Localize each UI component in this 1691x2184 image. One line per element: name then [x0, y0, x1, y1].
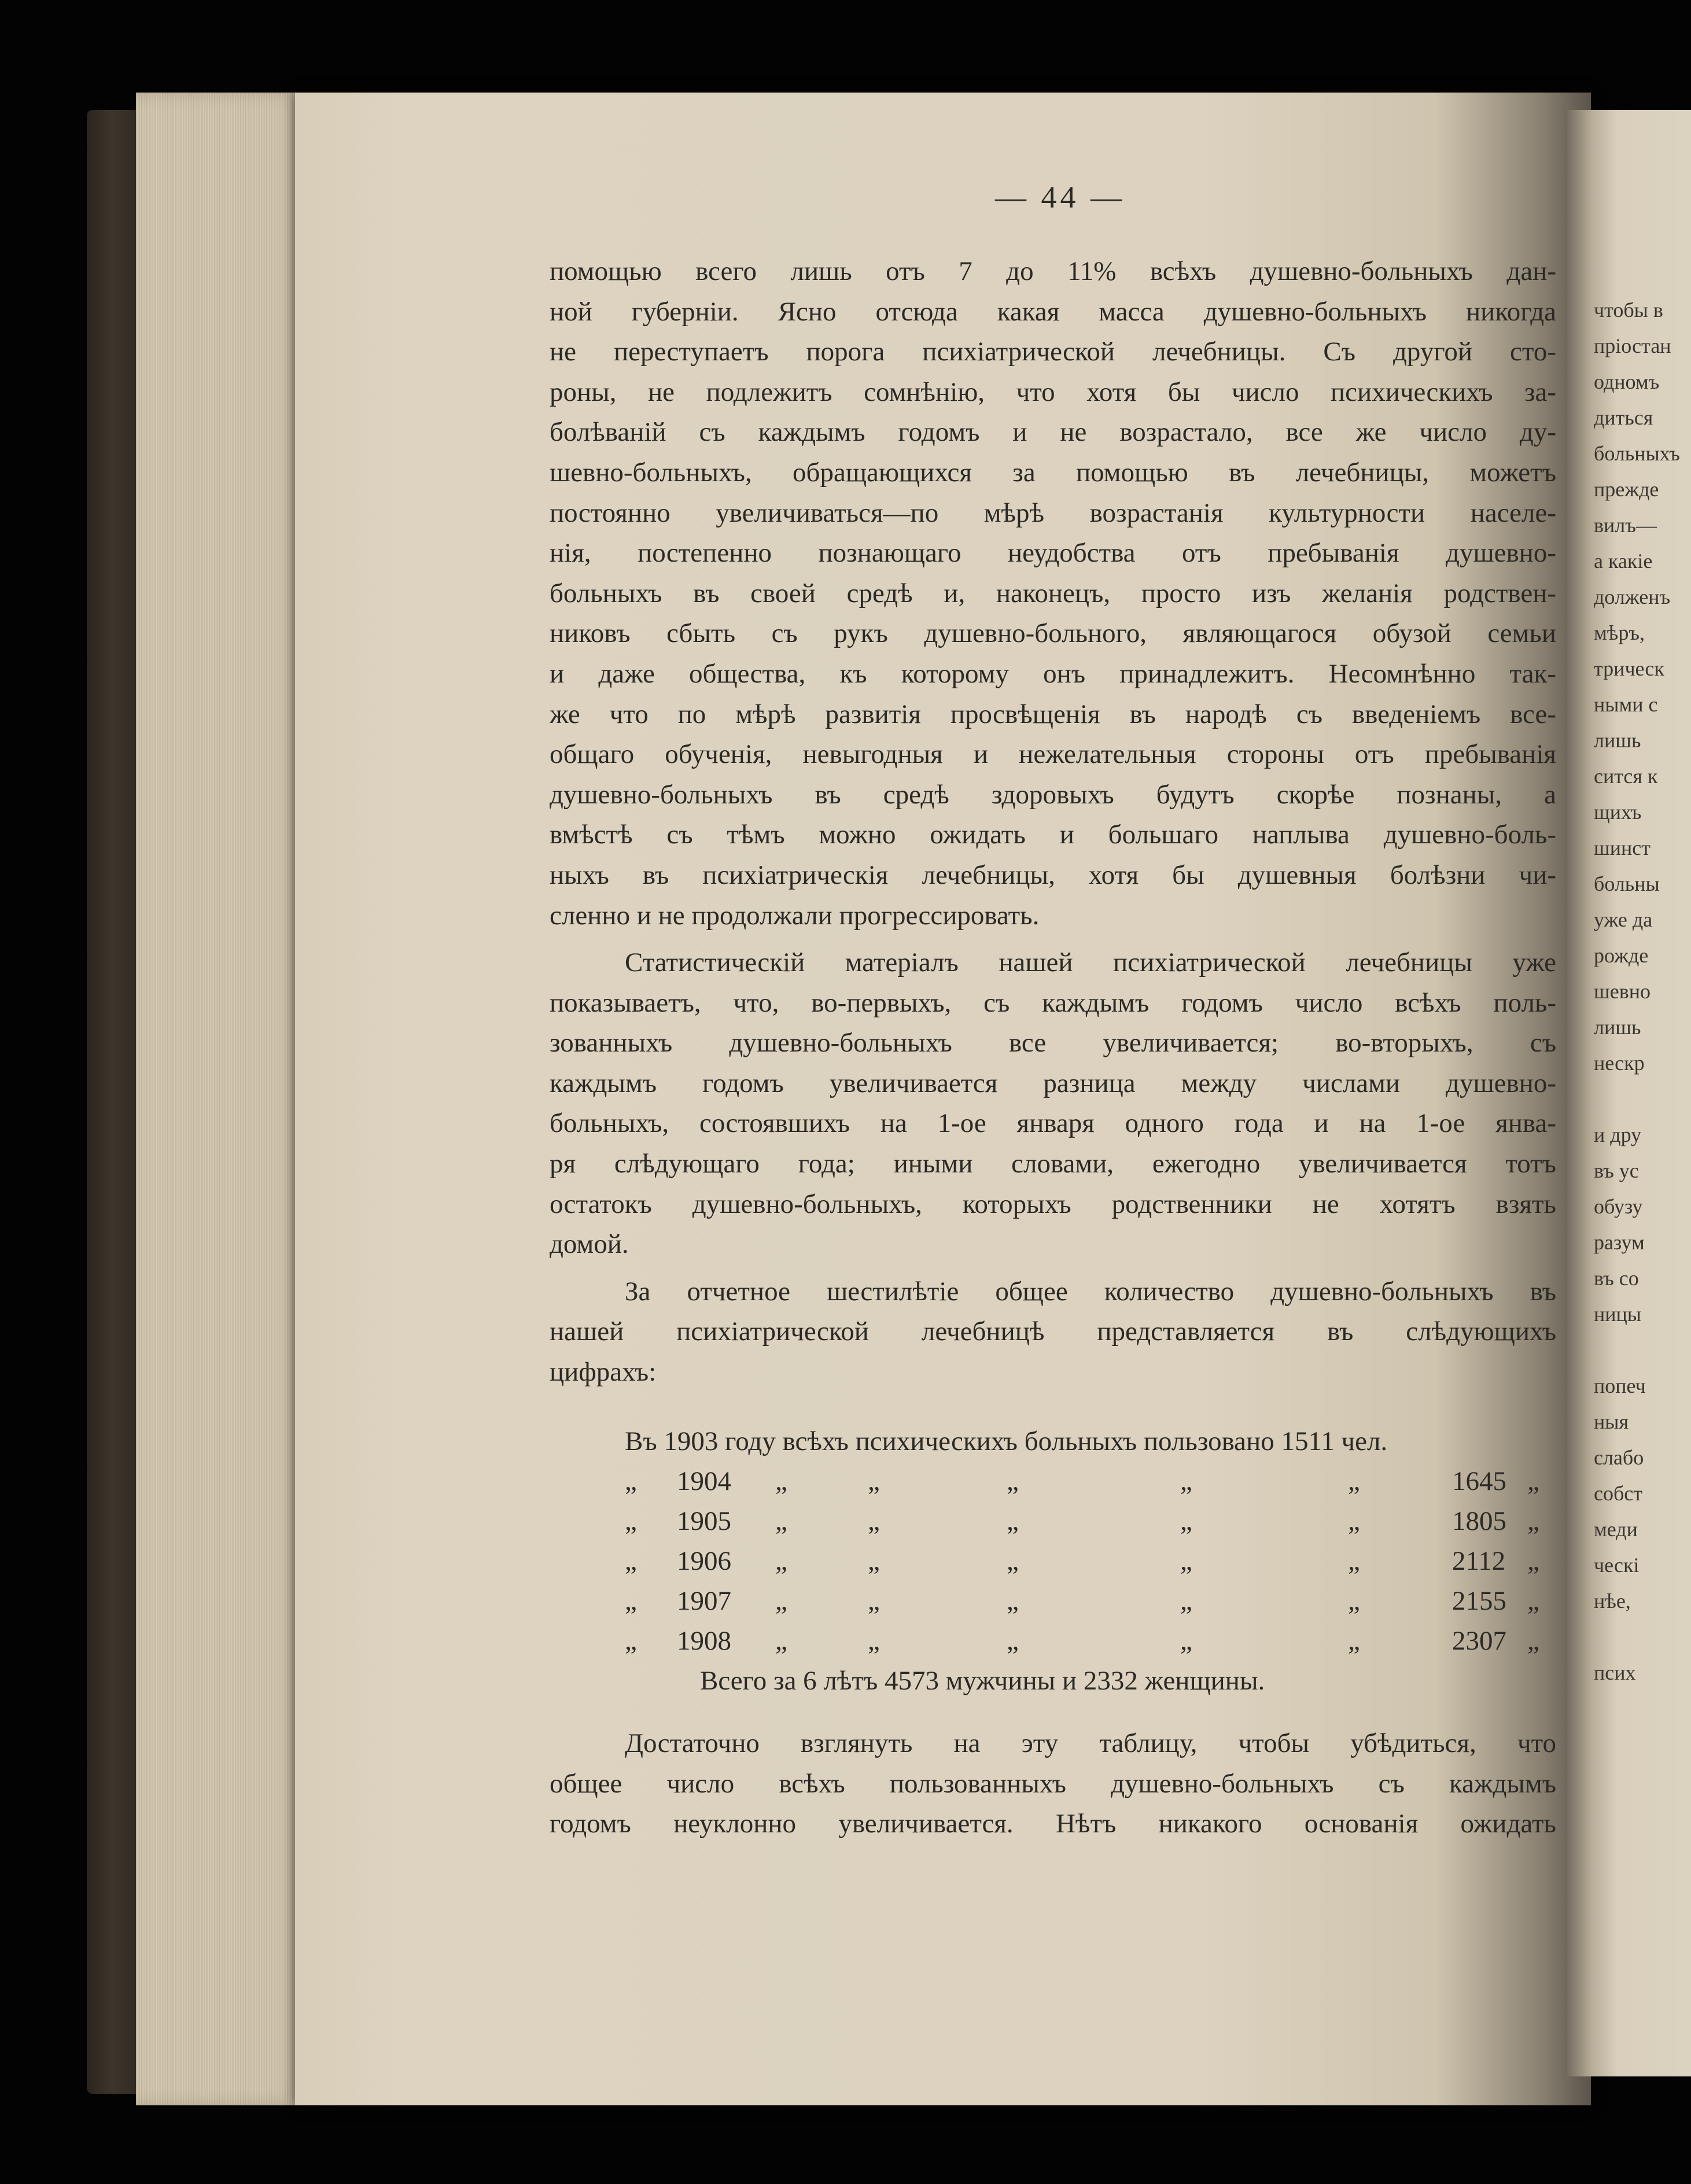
fragment-line: меди	[1594, 1518, 1638, 1541]
fragment-line: чтобы в	[1594, 298, 1663, 322]
fragment-line: ницы	[1594, 1303, 1641, 1326]
ditto-mark: „	[775, 1506, 787, 1536]
text-line: ной губерніи. Ясно отсюда какая масса душевно-больныхъ никогда	[550, 296, 1556, 327]
fragment-line: нескр	[1594, 1052, 1645, 1075]
fragment-line: въ со	[1594, 1267, 1639, 1290]
fragment-line	[1594, 1619, 1691, 1655]
paragraph-4	[550, 1724, 1556, 1844]
fragment-line: прежде	[1594, 478, 1659, 501]
fragment-line: а какіе	[1594, 549, 1653, 573]
text-line: домой.	[550, 1229, 629, 1260]
ditto-mark: „	[1007, 1626, 1019, 1656]
ditto-mark: „	[1527, 1546, 1539, 1576]
ditto-mark: „	[625, 1546, 637, 1576]
text-line: ныхъ въ психіатрическія лечебницы, хотя бы душевныя болѣзни чи-	[550, 859, 1556, 890]
ditto-mark: „	[1527, 1506, 1539, 1536]
ditto-mark: „	[775, 1466, 787, 1496]
table-total: Всего за 6 лѣтъ 4573 мужчины и 2332 женщины.	[700, 1666, 1265, 1696]
fragment-line: шевно	[1594, 980, 1651, 1003]
value-cell: 2155	[1452, 1586, 1506, 1616]
text-line: душевно-больныхъ въ средѣ здоровыхъ будутъ скорѣе познаны, а	[550, 779, 1556, 810]
fragment-line: щихъ	[1594, 800, 1642, 824]
text-line: же что по мѣрѣ развитія просвѣщенія въ народѣ съ введеніемъ все-	[550, 699, 1556, 729]
ditto-mark: „	[868, 1506, 880, 1536]
fragment-line: уже да	[1594, 908, 1653, 931]
ditto-mark: „	[1527, 1586, 1539, 1616]
text-line: никовъ сбыть съ рукъ душевно-больного, являющагося обузой семьи	[550, 618, 1556, 649]
text-line: цифрахъ:	[550, 1357, 657, 1388]
table-row	[625, 1506, 1556, 1545]
fragment-line: лишь	[1594, 1016, 1641, 1039]
ditto-mark: „	[868, 1626, 880, 1656]
year-cell: 1908	[677, 1626, 731, 1656]
fragment-line	[1594, 1081, 1691, 1117]
value-cell: 2112	[1452, 1546, 1506, 1576]
text-line: не переступаетъ порога психіатрической лечебницы. Съ другой сто-	[550, 337, 1556, 367]
fragment-line: рожде	[1594, 944, 1649, 967]
table-row-1903: Въ 1903 году всѣхъ психическихъ больныхъ пользовано 1511 чел.	[625, 1426, 1388, 1456]
fragment-line: въ ус	[1594, 1159, 1639, 1182]
table-row	[625, 1625, 1556, 1665]
ditto-mark: „	[625, 1586, 637, 1616]
fragment-line: псих	[1594, 1661, 1636, 1684]
table-row	[625, 1545, 1556, 1585]
fragment-line: вилъ—	[1594, 514, 1657, 537]
fragment-line: собст	[1594, 1482, 1643, 1505]
ditto-mark: „	[1348, 1586, 1360, 1616]
ditto-mark: „	[625, 1506, 637, 1536]
paragraph-1	[550, 252, 1556, 936]
text-line: общаго обученія, невыгодныя и нежелательныя стороны отъ пребыванія	[550, 739, 1556, 770]
ditto-mark: „	[1180, 1586, 1192, 1616]
fragment-line: ными с	[1594, 693, 1658, 716]
text-line: За отчетное шестилѣтіе общее количество душевно-больныхъ въ	[625, 1276, 1556, 1307]
fragment-line: нѣе,	[1594, 1589, 1631, 1613]
fragment-line: диться	[1594, 406, 1653, 429]
text-line: каждымъ годомъ увеличивается разница между числами душевно-	[550, 1068, 1556, 1098]
text-line: сленно и не продолжали прогрессировать.	[550, 900, 1040, 931]
text-line: нія, постепенно познающаго неудобства отъ пребыванія душевно-	[550, 538, 1556, 569]
text-line: болѣваній съ каждымъ годомъ и не возрастало, все же число ду-	[550, 417, 1556, 448]
text-line: ря слѣдующаго года; иными словами, ежегодно увеличивается тотъ	[550, 1149, 1556, 1179]
fragment-line: и дру	[1594, 1123, 1642, 1146]
year-cell: 1906	[677, 1546, 731, 1576]
year-cell: 1904	[677, 1466, 731, 1496]
text-line: годомъ неуклонно увеличивается. Нѣтъ никакого основанія ожидать	[550, 1809, 1556, 1839]
text-line: вмѣстѣ съ тѣмъ можно ожидать и большаго наплыва душевно-боль-	[550, 820, 1556, 850]
fragment-line: мѣръ,	[1594, 621, 1645, 644]
fragment-line: трическ	[1594, 657, 1664, 680]
ditto-mark: „	[1527, 1466, 1539, 1496]
text-line: и даже общества, къ которому онъ принадлежитъ. Несомнѣнно так-	[550, 658, 1556, 689]
fragment-line: больныхъ	[1594, 442, 1680, 465]
value-cell: 1645	[1452, 1466, 1506, 1496]
ditto-mark: „	[1007, 1586, 1019, 1616]
paragraph-3	[550, 1272, 1556, 1393]
ditto-mark: „	[1348, 1466, 1360, 1496]
fragment-line: разум	[1594, 1231, 1645, 1254]
ditto-mark: „	[1348, 1626, 1360, 1656]
text-line: помощью всего лишь отъ 7 до 11% всѣхъ душевно-больныхъ дан-	[550, 256, 1556, 286]
year-cell: 1905	[677, 1506, 731, 1536]
text-line: постоянно увеличиваться—по мѣрѣ возрастанія культурности населе-	[550, 497, 1556, 528]
ditto-mark: „	[775, 1586, 787, 1616]
fragment-line: ныя	[1594, 1410, 1629, 1433]
fragment-line: лишь	[1594, 729, 1641, 752]
ditto-mark: „	[868, 1586, 880, 1616]
table-row	[625, 1466, 1556, 1506]
ditto-mark: „	[625, 1626, 637, 1656]
fragment-line: больны	[1594, 872, 1660, 895]
year-cell: 1907	[677, 1586, 731, 1616]
paragraph-2	[550, 943, 1556, 1265]
ditto-mark: „	[868, 1546, 880, 1576]
ditto-mark: „	[1527, 1626, 1539, 1656]
statistics-table	[625, 1426, 1556, 1707]
fragment-line	[1594, 1332, 1691, 1368]
fragment-line: слабо	[1594, 1446, 1644, 1469]
text-line: больныхъ въ своей средѣ и, наконецъ, просто изъ желанія родствен-	[550, 578, 1556, 608]
value-cell: 1805	[1452, 1506, 1506, 1536]
facing-page-text	[1594, 292, 1691, 1691]
ditto-mark: „	[1180, 1546, 1192, 1576]
ditto-mark: „	[1180, 1506, 1192, 1536]
text-line: больныхъ, состоявшихъ на 1-ое января одного года и на 1-ое янва-	[550, 1108, 1556, 1139]
text-line: роны, не подлежитъ сомнѣнію, что хотя бы число психическихъ за-	[550, 377, 1556, 407]
fragment-line: пріостан	[1594, 334, 1671, 357]
ditto-mark: „	[1348, 1506, 1360, 1536]
body-text	[550, 252, 1556, 1393]
ditto-mark: „	[1348, 1546, 1360, 1576]
ditto-mark: „	[1007, 1506, 1019, 1536]
ditto-mark: „	[775, 1626, 787, 1656]
ditto-mark: „	[868, 1466, 880, 1496]
table-row	[625, 1585, 1556, 1625]
ditto-mark: „	[625, 1466, 637, 1496]
text-line: остатокъ душевно-больныхъ, которыхъ родственники не хотятъ взять	[550, 1189, 1556, 1219]
page-number: — 44 —	[995, 180, 1125, 215]
fragment-line: одномъ	[1594, 370, 1660, 393]
text-line: нашей психіатрической лечебницѣ представляется въ слѣдующихъ	[550, 1316, 1556, 1347]
fragment-line: сится к	[1594, 765, 1658, 788]
text-line: Статистическій матеріалъ нашей психіатрической лечебницы уже	[625, 947, 1556, 978]
fragment-line: ческі	[1594, 1554, 1640, 1577]
text-line: зованныхъ душевно-больныхъ все увеличивается; во-вторыхъ, съ	[550, 1028, 1556, 1058]
ditto-mark: „	[1007, 1466, 1019, 1496]
ditto-mark: „	[1007, 1546, 1019, 1576]
fragment-line: попеч	[1594, 1374, 1646, 1397]
ditto-mark: „	[1180, 1466, 1192, 1496]
text-line: шевно-больныхъ, обращающихся за помощью въ лечебницы, можетъ	[550, 457, 1556, 488]
fragment-line: шинст	[1594, 836, 1651, 859]
text-line: общее число всѣхъ пользованныхъ душевно-больныхъ съ каждымъ	[550, 1768, 1556, 1799]
text-line: Достаточно взглянуть на эту таблицу, чтобы убѣдиться, что	[625, 1728, 1556, 1758]
text-line: показываетъ, что, во-первыхъ, съ каждымъ годомъ число всѣхъ поль-	[550, 987, 1556, 1018]
page-stack-edge	[136, 93, 304, 2105]
value-cell: 2307	[1452, 1626, 1506, 1656]
fragment-line: обузу	[1594, 1195, 1643, 1218]
ditto-mark: „	[775, 1546, 787, 1576]
fragment-line: долженъ	[1594, 585, 1671, 608]
ditto-mark: „	[1180, 1626, 1192, 1656]
